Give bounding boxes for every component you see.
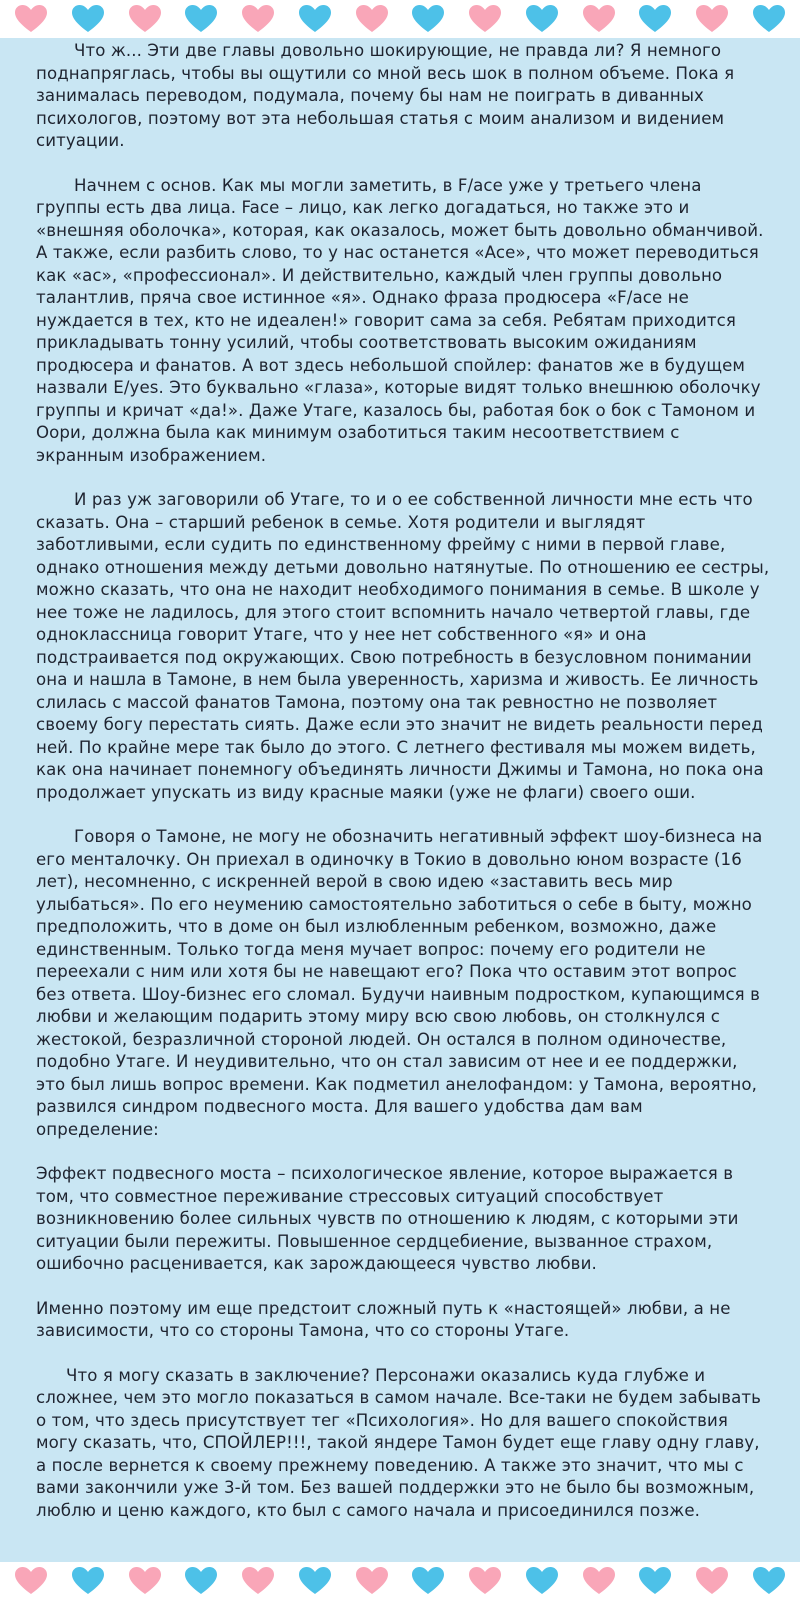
pink-heart-icon xyxy=(468,1566,502,1596)
article-text xyxy=(36,40,770,1558)
pink-heart-icon xyxy=(241,4,275,34)
paragraph-consequence: Именно поэтому им еще предстоит сложный путь к «настоящей» любви, а не зависимости, что со стороны Тамона, что со стороны Утаге. xyxy=(36,1298,731,1340)
blue-heart-icon xyxy=(638,4,672,34)
blue-heart-icon xyxy=(638,1566,672,1596)
blue-heart-icon xyxy=(411,4,445,34)
blue-heart-icon xyxy=(184,4,218,34)
blue-heart-icon xyxy=(184,1566,218,1596)
pink-heart-icon xyxy=(355,1566,389,1596)
pink-heart-icon xyxy=(355,4,389,34)
blue-heart-icon xyxy=(411,1566,445,1596)
blue-heart-icon xyxy=(298,4,332,34)
blue-heart-icon xyxy=(752,4,786,34)
blue-heart-icon xyxy=(752,1566,786,1596)
pink-heart-icon xyxy=(468,4,502,34)
pink-heart-icon xyxy=(241,1566,275,1596)
pink-heart-icon xyxy=(695,1566,729,1596)
pink-heart-icon xyxy=(582,4,616,34)
blue-heart-icon xyxy=(71,1566,105,1596)
paragraph-basics: Начнем с основ. Как мы могли заметить, в F/ace уже у третьего члена группы есть два лица. Face – лицо, как легко догадаться, но также это и «внешняя оболочка», которая, как оказалось, может быть довольно обманчивой. А также, если разбить слово, то у нас останется «Ace», что может переводиться как «ас», «профессионал». И действительно, каждый член группы довольно талантлив, пряча свое истинное «я». Однако фраза продюсера «F/ace не нуждается в тех, кто не идеален!» говорит сама за себя. Ребятам приходится прикладывать тонну усилий, чтобы соответствовать высоким ожиданиям продюсера и фанатов. А вот здесь небольшой спойлер: фанатов же в будущем назвали E/yes. Это буквально «глаза», которые видят только внешнюю оболочку группы и кричат «да!». Даже Утаге, казалось бы, работая бок о бок с Тамоном и Оори, должна была как минимум озаботиться таким несоответствием с экранным изображением. xyxy=(36,175,764,465)
blue-heart-icon xyxy=(525,1566,559,1596)
pink-heart-icon xyxy=(128,4,162,34)
blue-heart-icon xyxy=(525,4,559,34)
paragraph-definition: Эффект подвесного моста – психологическое явление, которое выражается в том, что совместное переживание стрессовых ситуаций способствует возникновению более сильных чувств по отношению к людям, с которыми эти ситуации были пережиты. Повышенное сердцебиение, вызванное страхом, ошибочно расценивается, как зарождающееся чувство любви. xyxy=(36,1164,739,1273)
paragraph-conclusion: Что я могу сказать в заключение? Персонажи оказались куда глубже и сложнее, чем это могло показаться в самом начале. Все-таки не будем забывать о том, что здесь присутствует тег «Психология». Но для вашего спокойствия могу сказать, что, СПОЙЛЕР!!!, такой яндере Тамон будет еще главу одну главу, а после вернется к своему прежнему поведению. А также это значит, что мы с вами закончили уже 3-й том. Без вашей поддержки это не было бы возможным, люблю и ценю каждого, кто был с самого начала и присоединился позже. xyxy=(36,1365,762,1520)
pink-heart-icon xyxy=(128,1566,162,1596)
paragraph-intro: Что ж... Эти две главы довольно шокирующие, не правда ли? Я немного поднапряглась, чтобы вы ощутили со мной весь шок в полном объеме. Пока я занималась переводом, подумала, почему бы нам не поиграть в диванных психологов, поэтому вот эта небольшая статья с моим анализом и видением ситуации. xyxy=(36,41,735,150)
paragraph-utage: И раз уж заговорили об Утаге, то и о ее собственной личности мне есть что сказать. Она – старший ребенок в семье. Хотя родители и выглядят заботливыми, если судить по единственному фрейму с ними в первой главе, однако отношения между детьми довольно натянутые. По отношению ее сестры, можно сказать, что она не находит необходимого понимания в семье. В школе у нее тоже не ладилось, для этого стоит вспомнить начало четвертой главы, где одноклассница говорит Утаге, что у нее нет собственного «я» и она подстраивается под окружающих. Свою потребность в безусловном понимании она и нашла в Тамоне, в нем была уверенность, харизма и живость. Ее личность слилась с массой фанатов Тамона, поэтому она так ревностно не позволяет своему богу перестать сиять. Даже если это значит не видеть реальности перед ней. По крайне мере так было до этого. С летнего фестиваля мы можем видеть, как она начинает понемногу объединять личности Джимы и Тамона, но пока она продолжает упускать из виду красные маяки (уже не флаги) своего оши. xyxy=(36,490,770,802)
pink-heart-icon xyxy=(14,4,48,34)
pink-heart-icon xyxy=(695,4,729,34)
hearts-border-bottom xyxy=(0,1562,800,1600)
pink-heart-icon xyxy=(14,1566,48,1596)
paragraph-tamon: Говоря о Тамоне, не могу не обозначить негативный эффект шоу-бизнеса на его менталочку. Он приехал в одиночку в Токио в довольно юном возрасте (16 лет), несомненно, с искренней верой в свою идею «заставить весь мир улыбаться». По его неумению самостоятельно заботиться о себе в быту, можно предположить, что в доме он был излюбленным ребенком, возможно, даже единственным. Только тогда меня мучает вопрос: почему его родители не переехали с ним или хотя бы не навещают его? Пока что оставим этот вопрос без ответа. Шоу-бизнес его сломал. Будучи наивным подростком, купающимся в любви и желающим подарить этому миру всю свою любовь, он столкнулся с жестокой, безразличной стороной людей. Он остался в полном одиночестве, подобно Утаге. И неудивительно, что он стал зависим от нее и ее поддержки, это был лишь вопрос времени. Как подметил анелофандом: у Тамона, вероятно, развился синдром подвесного моста. Для вашего удобства дам вам определение: xyxy=(36,827,763,1139)
hearts-border-top xyxy=(0,0,800,38)
blue-heart-icon xyxy=(298,1566,332,1596)
pink-heart-icon xyxy=(582,1566,616,1596)
blue-heart-icon xyxy=(71,4,105,34)
